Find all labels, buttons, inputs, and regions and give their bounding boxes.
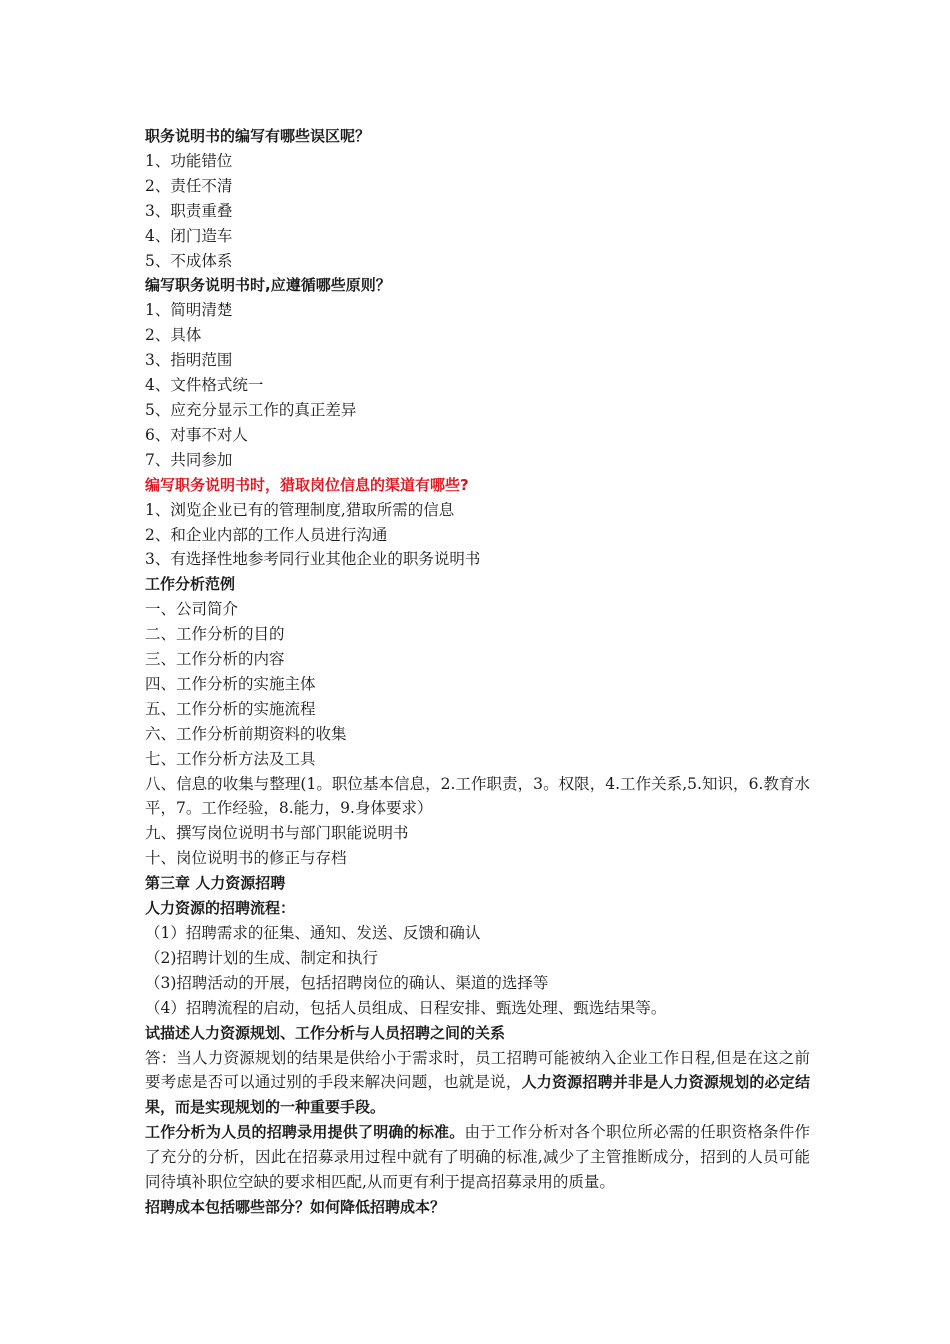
list-item: 7、共同参加 [145,450,233,469]
list-item: 九、撰写岗位说明书与部门职能说明书 [145,824,409,843]
answer-text: 答：当人力资源规划的结果是供给小于需求时，员工招聘可能被纳入企业工作日程,但是在这之前要考虑是否可以通过别的手段来解决问题，也就是说， [145,1048,810,1092]
list-item: 一、公司简介 [145,600,239,619]
list-item: 1、功能错位 [145,151,233,170]
chapter-title: 第三章 人力资源招聘 [145,874,286,893]
list-item: 三、工作分析的内容 [145,650,285,669]
analysis-emphasis: 工作分析为人员的招聘录用提供了明确的标准。 [145,1123,465,1142]
list-item: （4）招聘流程的启动，包括人员组成、日程安排、甄选处理、甄选结果等。 [145,998,667,1017]
list-item: 四、工作分析的实施主体 [145,674,316,693]
list-item: 五、工作分析的实施流程 [145,699,316,718]
list-item: 2、和企业内部的工作人员进行沟通 [145,525,388,544]
heading-writing-principles: 编写职务说明书时,应遵循哪些原则？ [145,276,391,295]
list-item: 2、具体 [145,326,202,345]
heading-job-analysis-example: 工作分析范例 [145,575,236,594]
analysis-paragraph [145,1120,810,1195]
heading-recruitment-process: 人力资源的招聘流程： [145,899,296,918]
list-item: 2、责任不清 [145,176,233,195]
list-item: 十、岗位说明书的修正与存档 [145,849,347,868]
heading-relationship: 试描述人力资源规划、工作分析与人员招聘之间的关系 [145,1023,506,1042]
list-item: 5、应充分显示工作的真正差异 [145,400,357,419]
list-item: 3、职责重叠 [145,201,233,220]
heading-recruitment-cost: 招聘成本包括哪些部分？如何降低招聘成本？ [145,1197,446,1216]
list-item: 6、对事不对人 [145,425,248,444]
heading-job-description-mistakes: 职务说明书的编写有哪些误区呢？ [145,127,371,145]
list-item: （3)招聘活动的开展，包括招聘岗位的确认、渠道的选择等 [145,973,549,992]
list-item: 5、不成体系 [145,251,233,270]
list-item: 二、工作分析的目的 [145,625,285,644]
list-item: （1）招聘需求的征集、通知、发送、反馈和确认 [145,924,481,942]
heading-info-channels: 编写职务说明书时，猎取岗位信息的渠道有哪些? [145,475,469,494]
analysis-text: 由于工作分析对各个职位所必需的任职资格条件作了充分的分析，因此在招募录用过程中就有了明确的标准,减少了主管推断成分，招到的人员可能同待填补职位空缺的要求相匹配,从而更有利于提高招募录用的质量。 [145,1123,810,1192]
answer-emphasis: 人力资源招聘并非是人力资源规划的必定结果，而是实现规划的一种重要手段。 [145,1073,810,1117]
list-item: 4、闭门造车 [145,226,233,245]
document-body [145,124,810,1220]
list-item: 3、指明范围 [145,351,233,370]
answer-paragraph [145,1046,810,1121]
list-item: 七、工作分析方法及工具 [145,749,316,768]
list-item: 1、浏览企业已有的管理制度,猎取所需的信息 [145,500,455,519]
list-item: 八、信息的收集与整理(1。职位基本信息，2.工作职责，3。权限，4.工作关系,5.知识，6.教育水平，7。工作经验，8.能力，9.身体要求） [145,774,810,818]
list-item: 3、有选择性地参考同行业其他企业的职务说明书 [145,550,481,569]
list-item: 4、文件格式统一 [145,376,264,395]
list-item: 六、工作分析前期资料的收集 [145,724,347,743]
list-item: （2)招聘计划的生成、制定和执行 [145,948,378,967]
list-item: 1、简明清楚 [145,301,233,320]
